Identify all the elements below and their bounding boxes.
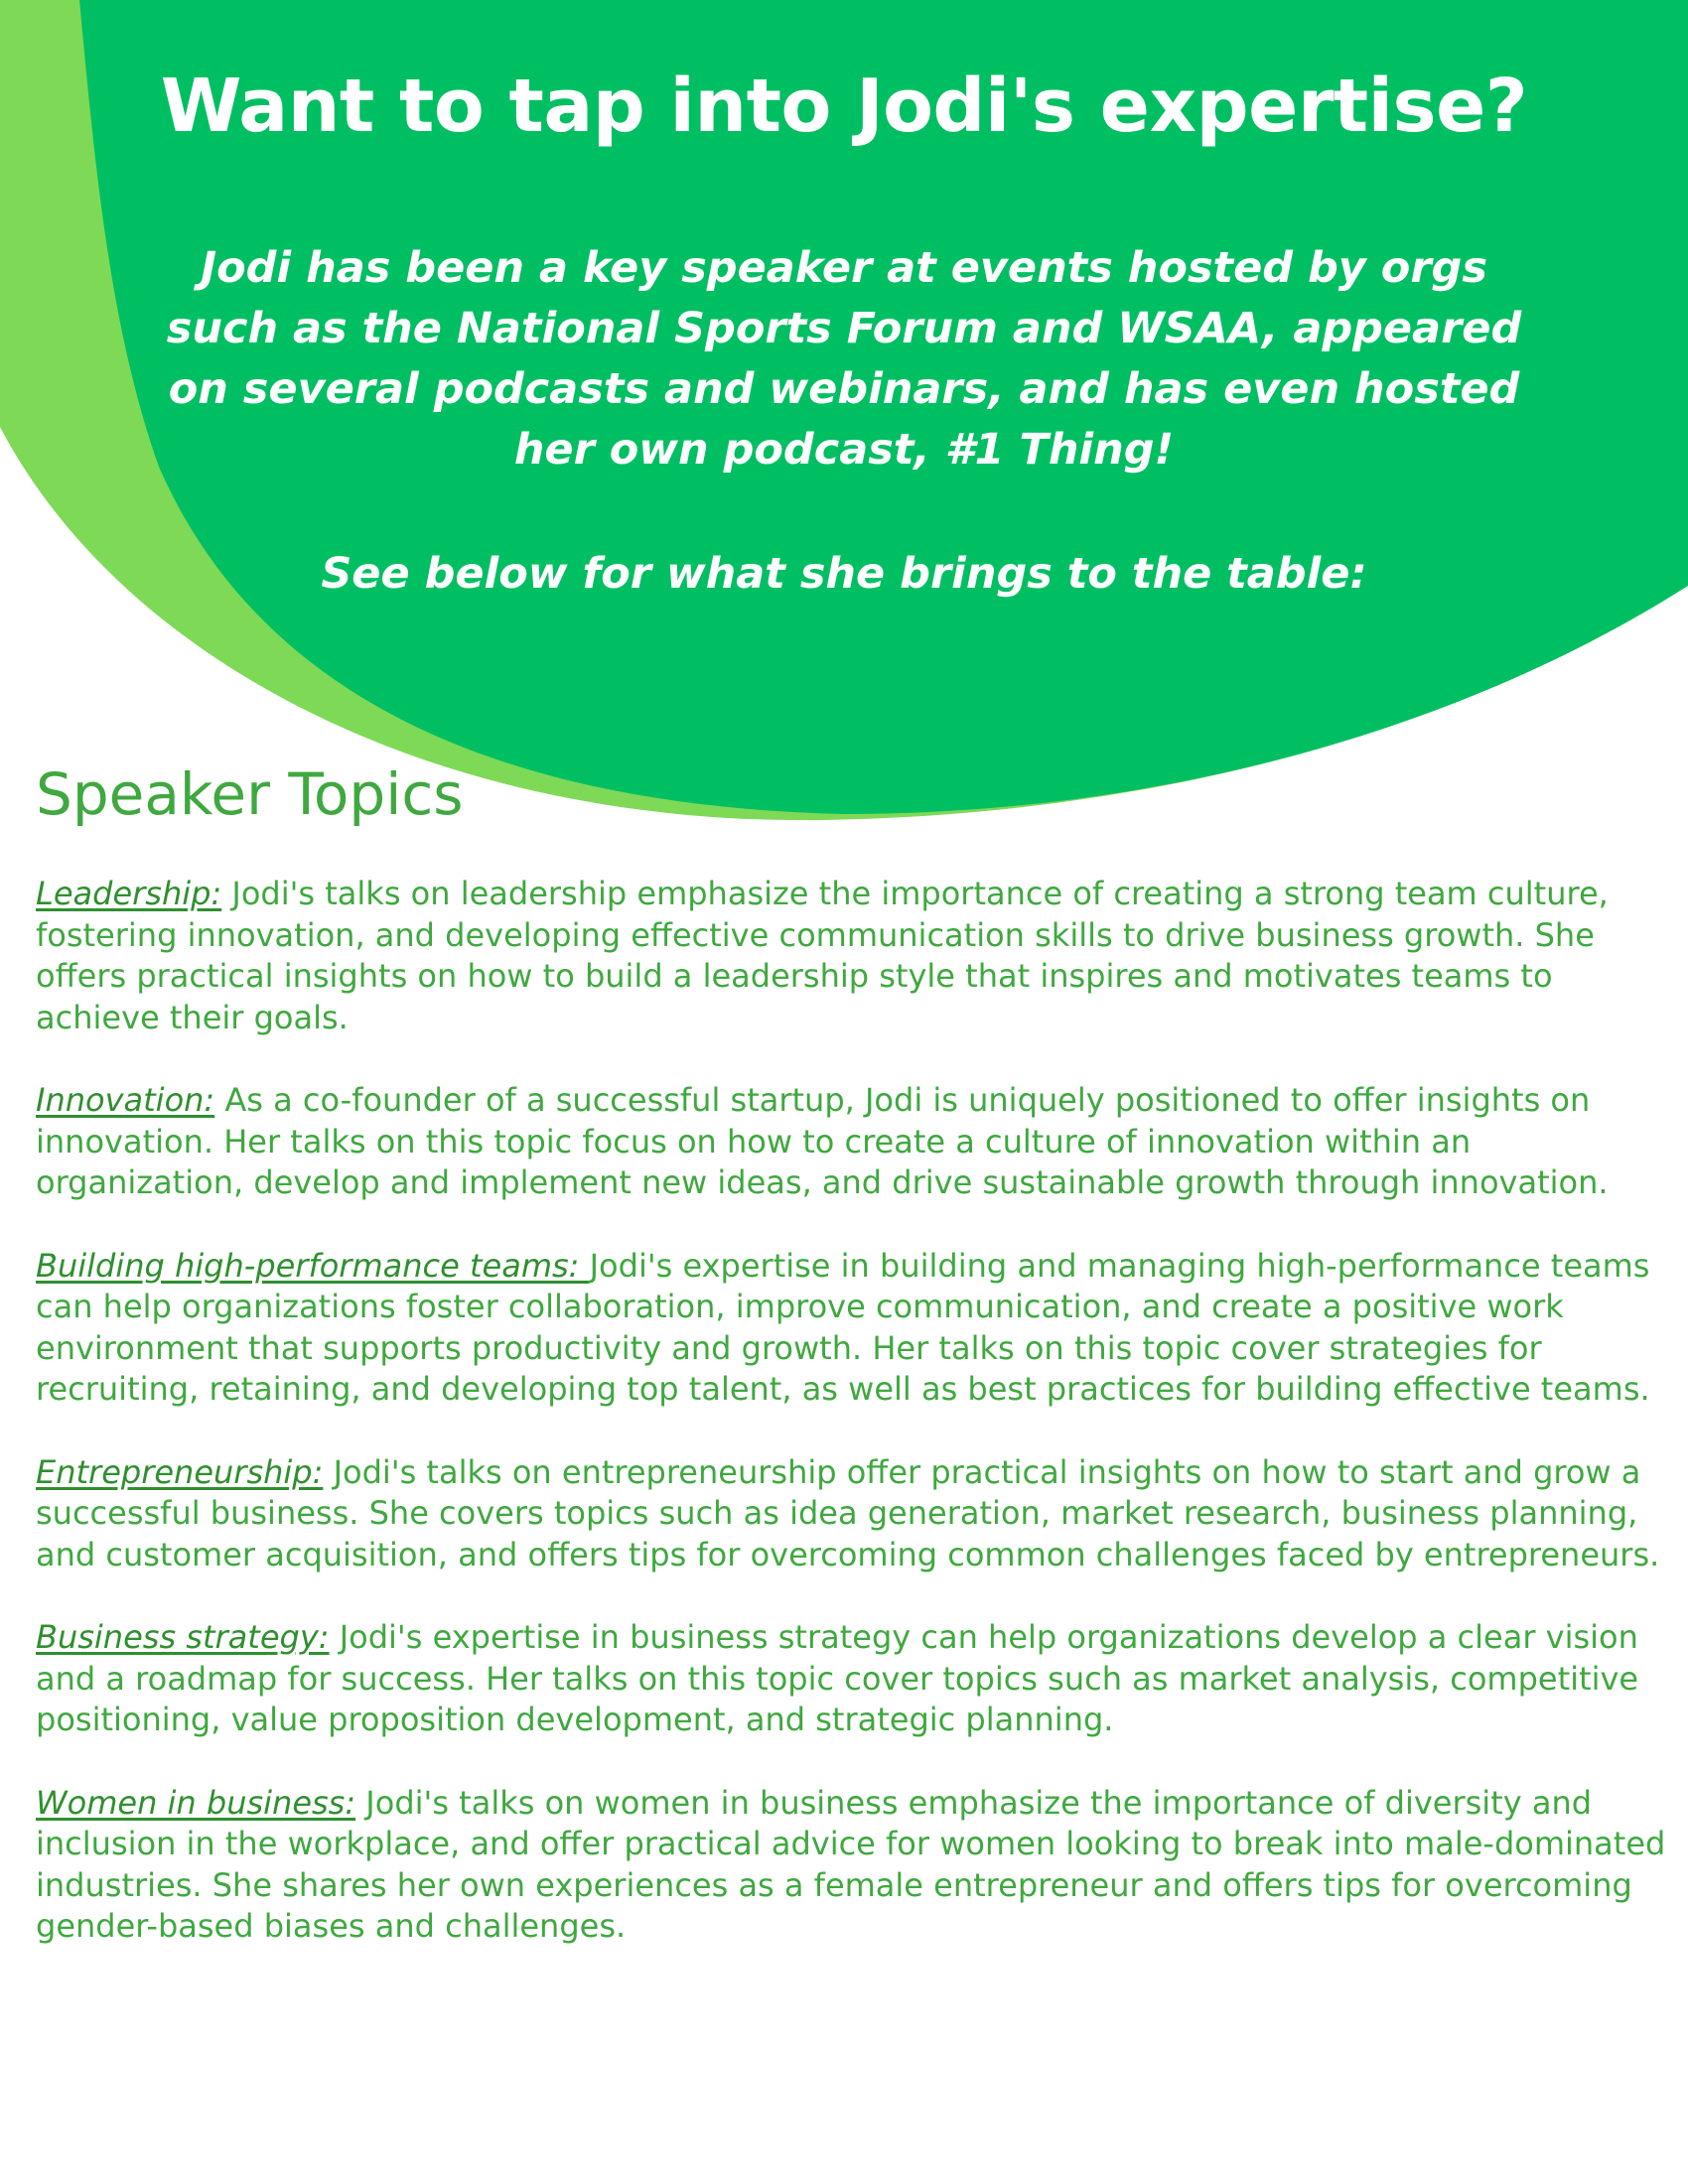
topic-leadership xyxy=(36,874,1676,1038)
topic-innovation xyxy=(36,1080,1676,1204)
topic-body: Jodi's talks on entrepreneurship offer practical insights on how to start and grow a successful business. She covers topics such as idea generation, market research, business planning, and customer acquisition, and offers tips for overcoming common challenges faced by entrepreneurs. xyxy=(36,1452,1660,1573)
topic-heading: Innovation: xyxy=(36,1081,215,1119)
call-to-action-text: See below for what she brings to the table: xyxy=(321,549,1367,599)
topic-heading: Entrepreneurship: xyxy=(36,1452,324,1491)
topic-body: Jodi's expertise in business strategy can help organizations develop a clear vision and a roadmap for success. Her talks on this topic cover topics such as market analysis, competitive positioning, value proposition development, and strategic planning. xyxy=(36,1618,1639,1738)
topic-heading: Building high-performance teams: xyxy=(36,1246,590,1285)
topic-high-performance-teams xyxy=(36,1246,1676,1411)
topic-entrepreneurship xyxy=(36,1452,1676,1576)
topic-body: As a co-founder of a successful startup, Jodi is uniquely positioned to offer insights on innovation. Her talks on this topic focus on how to create a culture of innovation within an organization, develop and implement new ideas, and drive sustainable growth through innovation. xyxy=(36,1081,1609,1201)
topic-heading: Women in business: xyxy=(36,1783,356,1822)
topic-body: Jodi's expertise in building and managing high-performance teams can help organizations foster collaboration, improve communication, and create a positive work environment that supports productivity and growth. Her talks on this topic cover strategies for recruiting, retaining, and developing top talent, as well as best practices for building effective teams. xyxy=(36,1246,1650,1408)
topic-body: Jodi's talks on leadership emphasize the importance of creating a strong team culture, fostering innovation, and developing effective communication skills to drive business growth. She offers practical insights on how to build a leadership style that inspires and motivates teams to achieve their goals. xyxy=(36,875,1609,1036)
topic-heading: Business strategy: xyxy=(36,1618,330,1656)
topic-heading: Leadership: xyxy=(36,875,222,912)
intro-paragraph: Jodi has been a key speaker at events hosted by orgs such as the National Sports Forum and WSAA, appeared on several podcasts and webinars, and has even hosted her own podcast, #1 Thing! xyxy=(166,243,1522,475)
topic-body: Jodi's talks on women in business emphasize the importance of diversity and inclusion in the workplace, and offer practical advice for women looking to break into male-dominated industries. She shares her own experiences as a female entrepreneur and offers tips for overcoming gender-based biases and challenges. xyxy=(36,1783,1666,1945)
topic-business-strategy xyxy=(36,1617,1676,1741)
page-title: Want to tap into Jodi's expertise? xyxy=(160,64,1528,149)
topic-women-in-business xyxy=(36,1783,1676,1948)
section-title: Speaker Topics xyxy=(36,760,464,828)
topics-list xyxy=(36,874,1676,1989)
